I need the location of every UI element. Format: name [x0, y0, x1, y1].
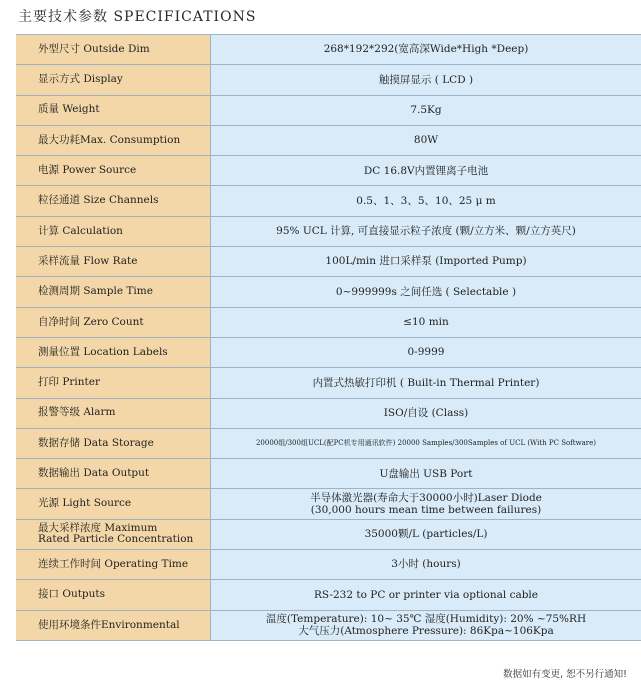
spec-label: 最大功耗Max. Consumption — [16, 126, 211, 155]
table-row — [16, 96, 641, 126]
table-row — [16, 489, 641, 519]
spec-value: U盘输出 USB Port — [211, 459, 641, 488]
spec-value: DC 16.8V内置锂离子电池 — [211, 156, 641, 185]
spec-value: 3小时 (hours) — [211, 550, 641, 579]
table-row — [16, 611, 641, 641]
spec-value: 触摸屏显示 ( LCD ) — [211, 65, 641, 94]
table-row — [16, 217, 641, 247]
spec-value: 7.5Kg — [211, 96, 641, 125]
spec-value: 20000组/300组UCL(配PC机专用通讯软件) 20000 Samples/300Samples of UCL (With PC Software) — [211, 429, 641, 458]
spec-value — [211, 611, 641, 640]
spec-value: 100L/min 进口采样泵 (Imported Pump) — [211, 247, 641, 276]
spec-label: 使用环境条件Environmental — [16, 611, 211, 640]
spec-label: 测量位置 Location Labels — [16, 338, 211, 367]
spec-label: 显示方式 Display — [16, 65, 211, 94]
table-row — [16, 399, 641, 429]
spec-label: 接口 Outputs — [16, 580, 211, 609]
table-row — [16, 308, 641, 338]
spec-label: 数据存储 Data Storage — [16, 429, 211, 458]
table-row — [16, 520, 641, 550]
table-row — [16, 580, 641, 610]
table-row — [16, 368, 641, 398]
spec-value: 95% UCL 计算, 可直接显示粒子浓度 (颗/立方米、颗/立方英尺) — [211, 217, 641, 246]
spec-label: 打印 Printer — [16, 368, 211, 397]
spec-value: 80W — [211, 126, 641, 155]
spec-label-line: 最大采样浓度 Maximum — [38, 521, 158, 534]
spec-label: 粒径通道 Size Channels — [16, 186, 211, 215]
table-row — [16, 277, 641, 307]
spec-label: 报警等级 Alarm — [16, 399, 211, 428]
page-title: 主要技术参数 SPECIFICATIONS — [18, 9, 257, 25]
spec-label: 计算 Calculation — [16, 217, 211, 246]
table-row — [16, 429, 641, 459]
table-row — [16, 186, 641, 216]
table-row — [16, 338, 641, 368]
spec-label: 自净时间 Zero Count — [16, 308, 211, 337]
spec-value-line: 大气压力(Atmosphere Pressure): 86Kpa~106Kpa — [298, 625, 554, 638]
spec-value: 内置式热敏打印机 ( Built-in Thermal Printer) — [211, 368, 641, 397]
spec-value: 0~999999s 之间任选 ( Selectable ) — [211, 277, 641, 306]
spec-value: ≤10 min — [211, 308, 641, 337]
spec-value: 35000颗/L (particles/L) — [211, 520, 641, 549]
spec-label: 质量 Weight — [16, 96, 211, 125]
spec-value: RS-232 to PC or printer via optional cable — [211, 580, 641, 609]
spec-table — [16, 34, 641, 641]
spec-label: 电源 Power Source — [16, 156, 211, 185]
spec-value-line: (30,000 hours mean time between failures) — [310, 504, 542, 517]
spec-label: 光源 Light Source — [16, 489, 211, 518]
spec-label-line: Rated Particle Concentration — [38, 533, 194, 546]
spec-label: 连续工作时间 Operating Time — [16, 550, 211, 579]
spec-value-line: 温度(Temperature): 10~ 35℃ 湿度(Humidity): 20% ~75%RH — [265, 612, 587, 625]
spec-label: 检测周期 Sample Time — [16, 277, 211, 306]
table-row — [16, 156, 641, 186]
table-row — [16, 35, 641, 65]
table-row — [16, 247, 641, 277]
table-row — [16, 65, 641, 95]
table-row — [16, 550, 641, 580]
spec-value: ISO/自设 (Class) — [211, 399, 641, 428]
spec-value-line: 半导体激光器(寿命大于30000小时)Laser Diode — [310, 491, 542, 504]
table-row — [16, 126, 641, 156]
footer-note: 数据如有变更, 恕不另行通知! — [503, 669, 627, 680]
spec-value: 0.5、1、3、5、10、25 μ m — [211, 186, 641, 215]
spec-label: 采样流量 Flow Rate — [16, 247, 211, 276]
spec-value: 268*192*292(宽高深Wide*High *Deep) — [211, 35, 641, 64]
table-row — [16, 459, 641, 489]
spec-label: 外型尺寸 Outside Dim — [16, 35, 211, 64]
spec-value: 0-9999 — [211, 338, 641, 367]
spec-label: 数据输出 Data Output — [16, 459, 211, 488]
spec-value — [211, 489, 641, 518]
spec-label — [16, 520, 211, 549]
